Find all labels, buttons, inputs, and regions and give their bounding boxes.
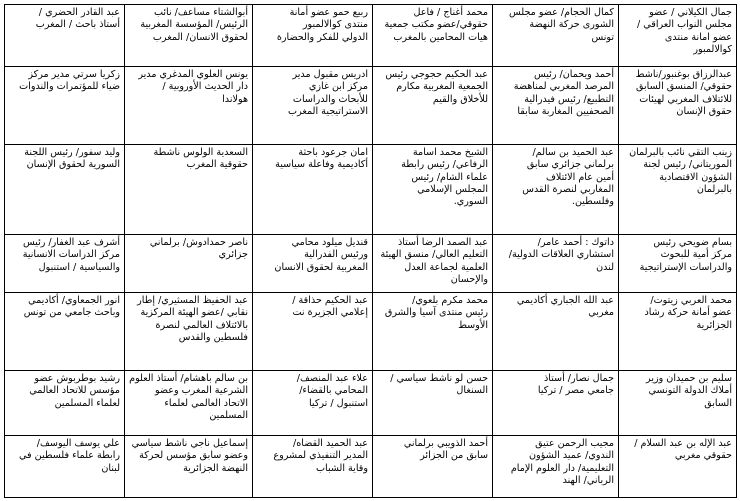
table-row: [5, 235, 737, 293]
table-cell: كمال الحجام/ عضو مجلس الشورى حركة النهضة تونس: [493, 5, 619, 67]
table-cell: علي يوسف اليوسف/ رابطة علماء فلسطين في لبنان: [5, 436, 125, 498]
table-cell: عبد الحكيم حجوجي رئيس الجمعية المغربية مكارم للأخلاق والقيم: [373, 67, 493, 145]
table-cell: ادريس مقبول مدير مركز ابن غازي للأبحاث والدراسات الاستراتيجية المغرب: [253, 67, 373, 145]
table-cell: عبد الإله بن عبد السلام / حقوقي مغربي: [619, 436, 737, 498]
table-cell: محمد العربي زيتوت/ عضو أمانة حركة رشاد الجزائرية: [619, 293, 737, 371]
table-cell: حسن لو ناشط سياسي / السنغال: [373, 371, 493, 436]
table-cell: مجيب الرحمن عتيق الندوي/ عميد الشؤون التعليمية/ دار العلوم الإمام الرباني/ الهند: [493, 436, 619, 498]
table-row: [5, 145, 737, 235]
table-cell: محمد أغناج / فاعل حقوقي/عضو مكتب جمعية هيات المحامين بالمغرب: [373, 5, 493, 67]
table-cell: إسماعيل ناجي ناشط سياسي وعضو سابق مؤسس لحركة النهضة الجزائرية: [125, 436, 253, 498]
table-cell: أشرف عبد الغفار/ رئيس مركز الدراسات الانسانية والسياسية / استنبول: [5, 235, 125, 293]
table-cell: عبد الله الجباري أكاديمي مغربي: [493, 293, 619, 371]
table-cell: امان جرعود باحثة أكاديمية وفاعلة سياسية: [253, 145, 373, 235]
table-cell: ربيع حمو عضو أمانة منتدى كوالالمبور الدولي للفكر والحضارة: [253, 5, 373, 67]
table-cell: عبدالرزاق بوغنبور/ناشط حقوقي/ المنسق السابق للائتلاف المغربي لهيئات حقوق الإنسان: [619, 67, 737, 145]
table-cell: ناصر حمدادوش/ برلماني جزائري: [125, 235, 253, 293]
table-cell: رشيد بوطربوش عضو مؤسس للاتحاد العالمي لعلماء المسلمين: [5, 371, 125, 436]
table-cell: وليد سفور/ رئيس اللجنة السورية لحقوق الإنسان: [5, 145, 125, 235]
table-cell: الشيخ محمد اسامة الرفاعي/ رئيس رابطة علماء الشام/ رئيس المجلس الإسلامي السوري.: [373, 145, 493, 235]
signatories-table: [4, 4, 737, 498]
table-cell: محمد مكرم بلعوي/ رئيس منتدى آسيا والشرق الأوسط: [373, 293, 493, 371]
table-cell: داتوك : أحمد عامر/ استشاري العلاقات الدولية/ لندن: [493, 235, 619, 293]
table-cell: عبد الحفيظ المسثيري/ إطار نقابي /عضو الهيئة المركزية بالائتلاف العالمي لنصرة فلسطين والقدس: [125, 293, 253, 371]
table-cell: بن سالم باهشام/ أستاذ العلوم الشرعية المغرب وعضو الاتحاد العالمي لعلماء المسلمين: [125, 371, 253, 436]
table-row: [5, 293, 737, 371]
table-row: [5, 436, 737, 498]
table-cell: علاء عبد المنصف/ المحامي بالقضاء/ استنبول / تركيا: [253, 371, 373, 436]
table-cell: عبد الحميد القضاه/ المدير التنفيذي لمشروع وقاية الشباب: [253, 436, 373, 498]
table-cell: يونس العلوي المدغري مدير دار الحديث الأوروبية / هولاندا: [125, 67, 253, 145]
table-cell: بسام ضويحي رئيس مركز أمية للبحوث والدراسات الإستراتيجية: [619, 235, 737, 293]
table-cell: انور الجمعاوي/ أكاديمي وباحث جامعي من تونس: [5, 293, 125, 371]
table-cell: أحمد ويحمان/ رئيس المرصد المغربي لمناهضة التطبيع/ رئيس فيدرالية الصحفيين المغاربة سابقا: [493, 67, 619, 145]
table-cell: جمال الكيلاني / عضو مجلس النواب العراقي / عضو امانة منتدى كوالالمبور: [619, 5, 737, 67]
table-row: [5, 5, 737, 67]
table-cell: السعدية الولوس ناشطة حقوقية المغرب: [125, 145, 253, 235]
table-cell: جمال نصار/ أستاذ جامعي مصر / تركيا: [493, 371, 619, 436]
table-row: [5, 67, 737, 145]
table-cell: عبد الحميد بن سالم/ برلماني جزائري سابق أمين عام الائتلاف المغاربي لنصرة القدس وفلسطين.: [493, 145, 619, 235]
table-cell: زينب التقي نائب بالبرلمان الموريتاني/ رئيس لجنة الشؤون الاقتصادية بالبرلمان: [619, 145, 737, 235]
table-cell: عبد الحكيم حذاقة / إعلامي الجزيرة نت: [253, 293, 373, 371]
table-cell: أحمد الذويبي برلماني سابق من الجزائر: [373, 436, 493, 498]
table-cell: قنديل ميلود محامي ورئيس الفدرالية المغربية لحقوق الانسان: [253, 235, 373, 293]
table-cell: أبوالشتاء مساعف/ نائب الرئيس/ المؤسسة المغربية لحقوق الانسان/ المغرب: [125, 5, 253, 67]
table-cell: سليم بن حميدان وزير أملاك الدولة التونسي السابق: [619, 371, 737, 436]
table-cell: عبد القادر الحضري / أستاذ باحث / المغرب: [5, 5, 125, 67]
table-cell: زكريا سرتي مدير مركز ضياء للمؤتمرات والندوات: [5, 67, 125, 145]
table-row: [5, 371, 737, 436]
table-cell: عبد الصمد الرضا أستاذ التعليم العالي/ منسق الهيئة العلمية لجماعة العدل والإحسان: [373, 235, 493, 293]
